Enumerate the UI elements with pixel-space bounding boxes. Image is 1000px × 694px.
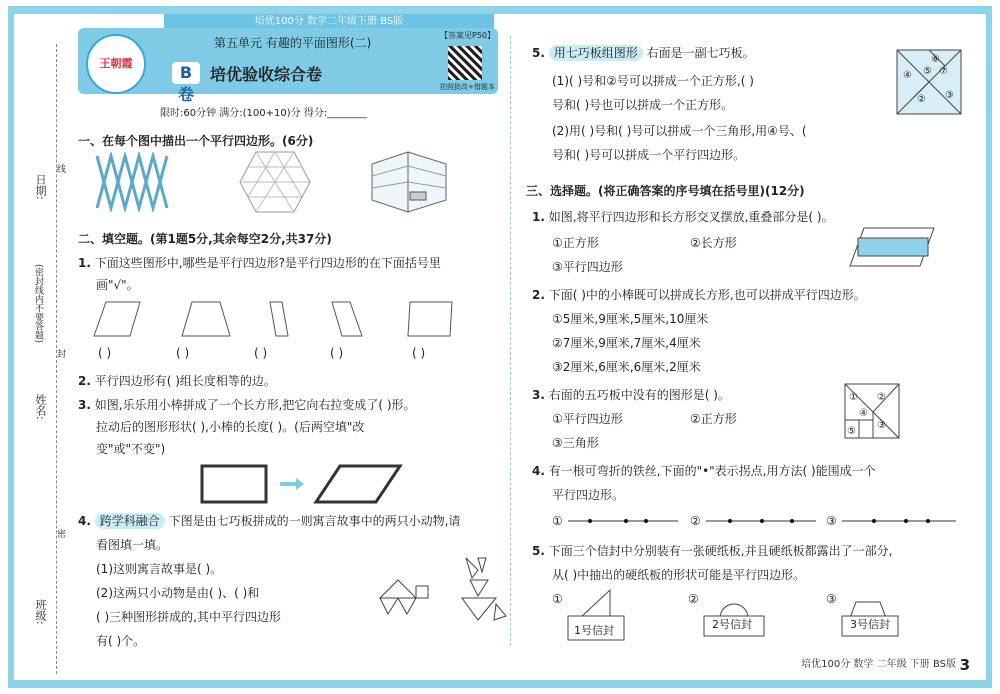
q1-blank-3[interactable]: ( ) bbox=[254, 346, 268, 360]
tangram-tortoise-figure bbox=[378, 574, 438, 620]
q4-sub-1: (1)这则寓言故事是( )。 bbox=[96, 562, 223, 576]
stick-rectangle-figure bbox=[200, 462, 450, 506]
q5-tag: 用七巧板组图形 bbox=[549, 45, 643, 61]
section-1-title: 一、在每个图中描出一个平行四边形。(6分) bbox=[78, 134, 314, 148]
svg-text:④: ④ bbox=[903, 70, 912, 81]
c5-text-2: 从( )中抽出的硬纸板的形状可能是平行四边形。 bbox=[552, 568, 806, 582]
c1-option-1[interactable]: ①正方形 bbox=[552, 236, 599, 250]
q1-shapes bbox=[92, 300, 512, 342]
q4-text: 下图是由七巧板拼成的一则寓言故事中的两只小动物,请 bbox=[168, 514, 461, 528]
q1-text-2: 画"√"。 bbox=[96, 278, 139, 292]
time-limit: 限时:60分钟 满分:(100+10)分 得分:________ bbox=[160, 108, 368, 119]
q3-text-3: 变"或"不变") bbox=[96, 442, 166, 456]
envelope-1-label: 1号信封 bbox=[574, 624, 614, 637]
c4-option-3[interactable]: ③ bbox=[826, 514, 837, 528]
page-number: 3 bbox=[959, 656, 970, 674]
q1-blank-5[interactable]: ( ) bbox=[412, 346, 426, 360]
c4-option-1[interactable]: ① bbox=[552, 514, 563, 528]
section-2-title: 二、填空题。(第1题5分,其余每空2分,共37分) bbox=[78, 232, 332, 246]
svg-text:⑤: ⑤ bbox=[847, 426, 856, 437]
name-label: 姓名: bbox=[34, 394, 47, 420]
q4-sub-2: (2)这两只小动物是由( )、( )和 bbox=[96, 586, 260, 600]
q1-text: 下面这些图形中,哪些是平行四边形?是平行四边形的在下面括号里 bbox=[94, 256, 441, 270]
seal-line bbox=[56, 44, 57, 674]
c2-text: 下面( )中的小棒既可以拼成长方形,也可以拼成平行四边形。 bbox=[548, 288, 866, 302]
date-label: 日期: bbox=[34, 174, 47, 200]
svg-text:①: ① bbox=[849, 392, 858, 403]
paper-title: 培优验收综合卷 bbox=[210, 65, 323, 84]
c4-text-2: 平行四边形。 bbox=[552, 488, 625, 502]
c3-text: 右面的五巧板中没有的图形是( )。 bbox=[548, 388, 730, 402]
q5-line-1: (1)( )号和②号可以拼成一个正方形,( ) bbox=[552, 74, 754, 88]
triangle-hexagon-figure bbox=[238, 150, 312, 214]
q5-line-2: 号和( )号也可以拼成一个正方形。 bbox=[552, 98, 734, 112]
q4-tag: 跨学科融合 bbox=[95, 513, 165, 529]
svg-text:⑥: ⑥ bbox=[931, 54, 940, 65]
c4-text: 有一根可弯折的铁丝,下面的"•"表示拐点,用方法( )能围成一个 bbox=[548, 464, 876, 478]
tangram-square-figure bbox=[895, 48, 963, 116]
lattice-figure bbox=[95, 152, 175, 212]
c3-option-3[interactable]: ③三角形 bbox=[552, 436, 599, 450]
pentomino-square-figure bbox=[843, 382, 901, 440]
c1-text: 如图,将平行四边形和长方形交叉摆放,重叠部分是( )。 bbox=[548, 210, 834, 224]
envelope-2-label: 2号信封 bbox=[712, 618, 752, 631]
q4-sub-4: 有( )个。 bbox=[96, 634, 146, 648]
q5-line-4: 号和( )号可以拼成一个平行四边形。 bbox=[552, 148, 746, 162]
svg-text:③: ③ bbox=[945, 90, 954, 101]
c2-option-3[interactable]: ③2厘米,6厘米,6厘米,2厘米 bbox=[552, 360, 701, 374]
svg-text:②: ② bbox=[877, 392, 886, 403]
svg-text:⑤: ⑤ bbox=[923, 66, 932, 77]
qr-caption: 拍照批改+错题本 bbox=[440, 83, 495, 91]
q3-text-2: 拉动后的图形形状( ),小棒的长度( )。(后两空填"改 bbox=[96, 420, 365, 434]
c2-option-2[interactable]: ②7厘米,9厘米,7厘米,4厘米 bbox=[552, 336, 701, 350]
juan-badge: B卷 bbox=[172, 62, 200, 84]
c3-option-1[interactable]: ①平行四边形 bbox=[552, 412, 623, 426]
q3-text: 如图,乐乐用小棒拼成了一个长方形,把它向右拉变成了( )形。 bbox=[94, 398, 416, 412]
svg-text:③: ③ bbox=[877, 420, 886, 431]
q1-blank-4[interactable]: ( ) bbox=[330, 346, 344, 360]
c1-option-2[interactable]: ②长方形 bbox=[690, 236, 737, 250]
seal-xian: 线 bbox=[55, 164, 65, 173]
c2-option-1[interactable]: ①5厘米,9厘米,5厘米,10厘米 bbox=[552, 312, 709, 326]
q4-text-2: 看图填一填。 bbox=[96, 538, 169, 552]
qr-code-icon[interactable] bbox=[448, 46, 482, 80]
class-label: 班级: bbox=[34, 599, 47, 625]
env-mark-3[interactable]: ③ bbox=[826, 592, 837, 606]
seal-feng: 封 bbox=[55, 349, 65, 358]
section-3-title: 三、选择题。(将正确答案的序号填在括号里)(12分) bbox=[526, 184, 805, 198]
q4-sub-3: ( )三种图形拼成的,其中平行四边形 bbox=[96, 610, 281, 624]
q2-text: 平行四边形有( )组长度相等的边。 bbox=[94, 374, 276, 388]
c5-text: 下面三个信封中分别装有一张硬纸板,并且硬纸板都露出了一部分, bbox=[548, 544, 893, 558]
c4-option-2[interactable]: ② bbox=[690, 514, 701, 528]
answer-ref: 【答案见P50】 bbox=[440, 31, 496, 40]
env-mark-2[interactable]: ② bbox=[688, 592, 699, 606]
q1-blank-1[interactable]: ( ) bbox=[98, 346, 112, 360]
top-strip: 培优100分 数学二年级下册 BS版 bbox=[164, 14, 494, 30]
garage-figure bbox=[370, 150, 450, 214]
envelope-figures bbox=[566, 588, 966, 646]
svg-text:⑦: ⑦ bbox=[939, 66, 948, 77]
c1-option-3[interactable]: ③平行四边形 bbox=[552, 260, 623, 274]
svg-text:④: ④ bbox=[859, 408, 868, 419]
env-mark-1[interactable]: ① bbox=[552, 592, 563, 606]
q5-text: 右面是一副七巧板。 bbox=[646, 46, 755, 60]
brand-logo: 王朝霞 bbox=[86, 34, 146, 94]
wire-figures bbox=[566, 512, 966, 530]
seal-mi: 密 bbox=[55, 529, 65, 538]
overlap-figure bbox=[848, 226, 940, 270]
unit-title: 第五单元 有趣的平面图形(二) bbox=[214, 36, 372, 50]
envelope-3-label: 3号信封 bbox=[850, 618, 890, 631]
footer: 培优100分 数学 二年级 下册 BS版 bbox=[801, 659, 956, 670]
seal-note: (密封线内不要答题) bbox=[33, 264, 43, 344]
q1-blank-2[interactable]: ( ) bbox=[176, 346, 190, 360]
svg-text:②: ② bbox=[917, 94, 926, 105]
binding-margin bbox=[14, 14, 74, 680]
c3-option-2[interactable]: ②正方形 bbox=[690, 412, 737, 426]
tangram-rabbit-figure bbox=[456, 556, 510, 628]
q5-line-3: (2)用( )号和( )号可以拼成一个三角形,用④号、( bbox=[552, 124, 807, 138]
